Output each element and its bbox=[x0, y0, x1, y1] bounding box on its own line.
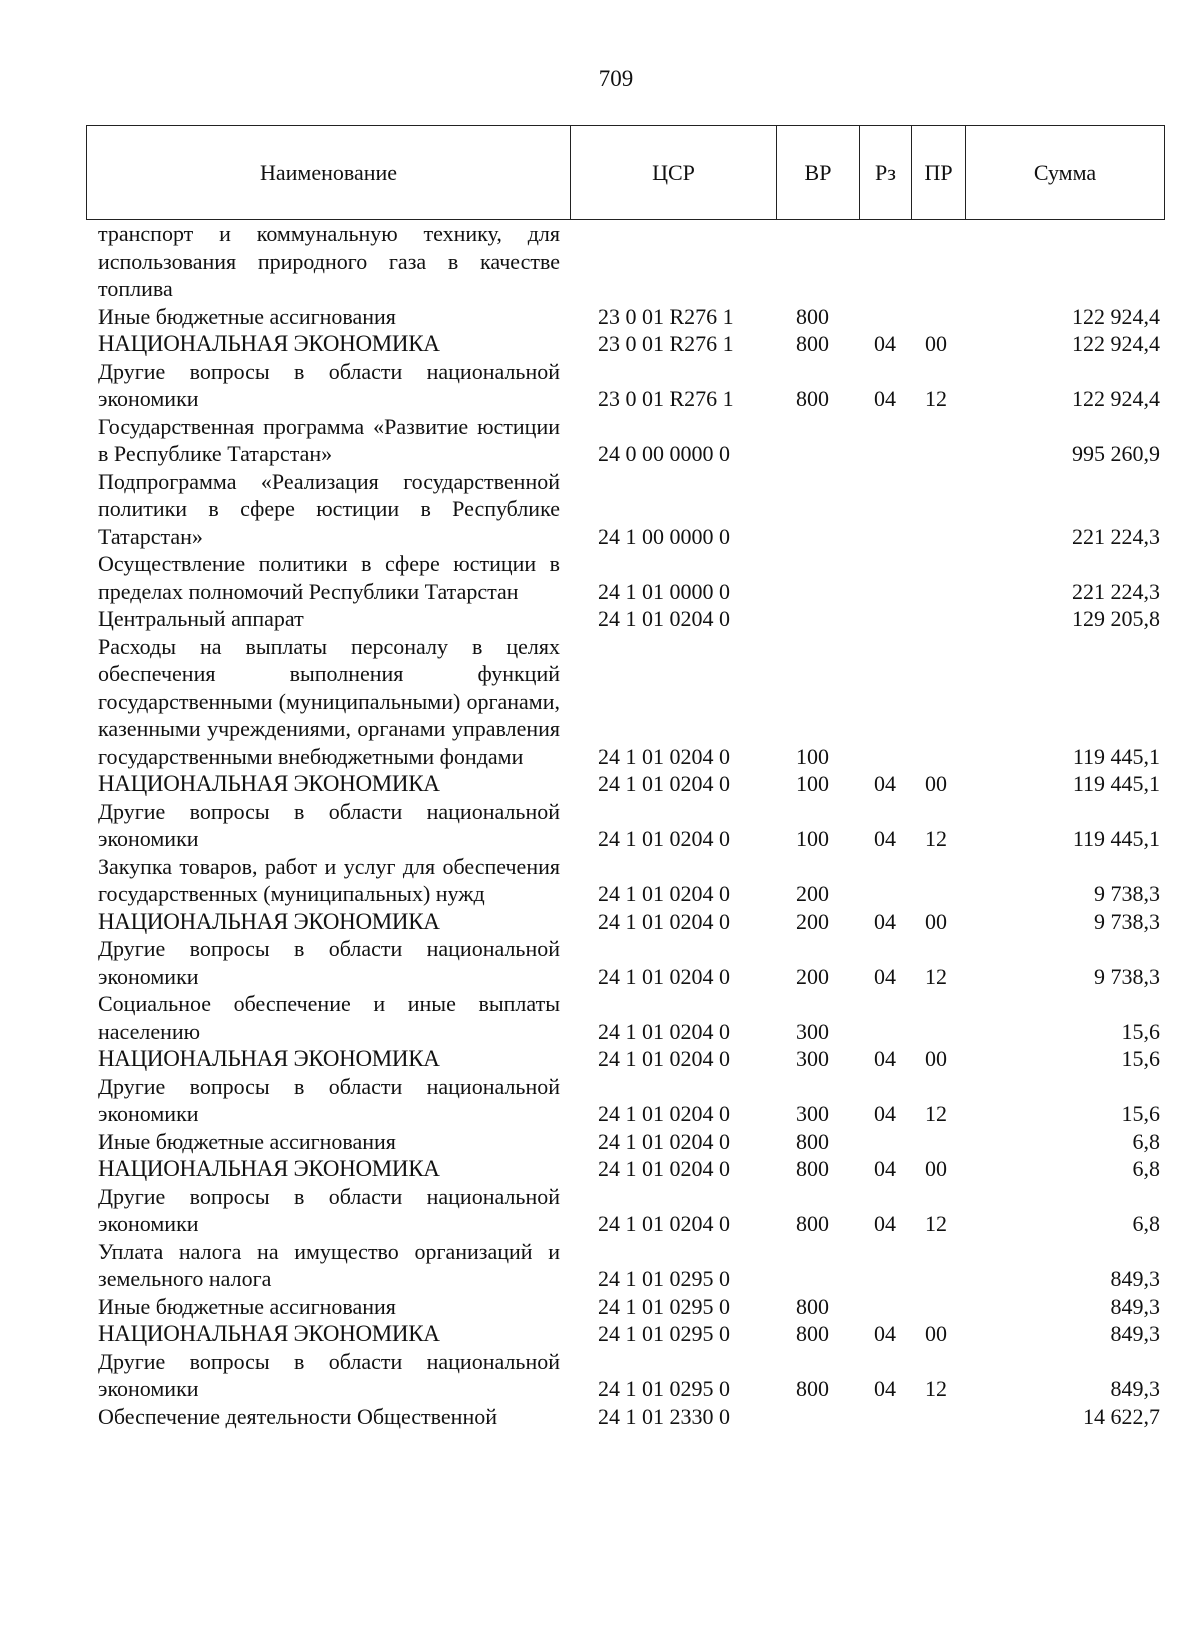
header-csr: ЦСР bbox=[571, 126, 777, 220]
table-row bbox=[86, 853, 1164, 908]
cell-sum: 9 738,3 bbox=[1094, 908, 1160, 934]
cell-pr bbox=[911, 990, 965, 1045]
cell-vr bbox=[776, 1238, 859, 1293]
cell-csr: 24 1 01 0204 0 bbox=[598, 1046, 730, 1071]
cell-sum: 122 924,4 bbox=[1072, 303, 1160, 329]
cell-vr: 800 bbox=[796, 1128, 829, 1154]
cell-name: транспорт и коммунальную технику, для использования природного газа в качестве топлива bbox=[98, 221, 560, 301]
cell-vr bbox=[776, 550, 859, 605]
cell-name: НАЦИОНАЛЬНАЯ ЭКОНОМИКА bbox=[98, 1156, 440, 1181]
table-row bbox=[86, 605, 1164, 633]
cell-vr: 800 bbox=[796, 331, 829, 356]
cell-name: Осуществление политики в сфере юстиции в пределах полномочий Республики Татарстан bbox=[98, 551, 560, 604]
table-row bbox=[86, 770, 1164, 798]
cell-csr: 24 1 01 0295 0 bbox=[598, 1293, 730, 1319]
cell-name: Другие вопросы в области национальной экономики bbox=[98, 358, 560, 411]
cell-vr: 200 bbox=[796, 881, 829, 906]
cell-csr: 24 1 01 0204 0 bbox=[598, 908, 730, 934]
cell-rz: 04 bbox=[874, 826, 896, 851]
cell-name: Центральный аппарат bbox=[98, 606, 304, 631]
table-row bbox=[86, 303, 1164, 331]
cell-vr: 800 bbox=[796, 386, 829, 411]
cell-pr bbox=[911, 605, 965, 633]
cell-pr bbox=[911, 413, 965, 468]
cell-name: НАЦИОНАЛЬНАЯ ЭКОНОМИКА bbox=[98, 908, 440, 934]
cell-name: НАЦИОНАЛЬНАЯ ЭКОНОМИКА bbox=[98, 771, 440, 796]
cell-vr: 800 bbox=[796, 1211, 829, 1236]
cell-vr: 100 bbox=[796, 771, 829, 796]
cell-pr bbox=[911, 303, 965, 331]
cell-name: Расходы на выплаты персоналу в целях обеспечения выполнения функций государственными (муниципальными) органами, казенными учреждениями, органами управления государственными внебюджетными фондами bbox=[98, 633, 560, 769]
cell-vr: 300 bbox=[796, 1046, 829, 1071]
cell-csr: 24 1 01 0204 0 bbox=[598, 1156, 730, 1181]
cell-rz bbox=[859, 1238, 911, 1293]
cell-pr: 12 bbox=[925, 826, 947, 851]
table-row bbox=[86, 330, 1164, 358]
cell-pr: 12 bbox=[925, 1376, 947, 1401]
cell-vr: 800 bbox=[796, 303, 829, 329]
cell-rz bbox=[859, 1128, 911, 1156]
cell-rz: 04 bbox=[874, 1156, 896, 1181]
cell-rz bbox=[859, 468, 911, 551]
cell-rz bbox=[859, 303, 911, 331]
cell-pr bbox=[911, 853, 965, 908]
cell-csr: 24 1 01 0204 0 bbox=[598, 881, 730, 906]
cell-vr: 800 bbox=[796, 1293, 829, 1319]
table-row bbox=[86, 1348, 1164, 1403]
cell-name: Закупка товаров, работ и услуг для обеспечения государственных (муниципальных) нужд bbox=[98, 853, 560, 906]
cell-name: НАЦИОНАЛЬНАЯ ЭКОНОМИКА bbox=[98, 1321, 440, 1346]
cell-csr: 24 1 01 0204 0 bbox=[598, 1211, 730, 1236]
cell-sum: 221 224,3 bbox=[1072, 523, 1160, 549]
cell-csr: 24 1 01 0204 0 bbox=[598, 606, 730, 631]
cell-csr: 24 0 00 0000 0 bbox=[598, 441, 730, 466]
budget-table bbox=[86, 220, 1164, 1430]
cell-rz: 04 bbox=[874, 386, 896, 411]
cell-pr bbox=[911, 468, 965, 551]
cell-pr: 00 bbox=[925, 1156, 947, 1181]
cell-sum: 14 622,7 bbox=[1083, 1403, 1160, 1429]
cell-rz: 04 bbox=[874, 1046, 896, 1071]
cell-pr: 00 bbox=[925, 1321, 947, 1346]
table-row bbox=[86, 908, 1164, 936]
table-row bbox=[86, 550, 1164, 605]
cell-name: Другие вопросы в области национальной экономики bbox=[98, 1183, 560, 1236]
table-row bbox=[86, 798, 1164, 853]
cell-name: Обеспечение деятельности Общественной bbox=[98, 1403, 497, 1429]
cell-name: Подпрограмма «Реализация государственной политики в сфере юстиции в Республике Татарстан» bbox=[98, 468, 560, 549]
cell-vr: 800 bbox=[796, 1156, 829, 1181]
cell-rz: 04 bbox=[874, 1211, 896, 1236]
cell-rz: 04 bbox=[874, 331, 896, 356]
cell-sum: 995 260,9 bbox=[1072, 441, 1160, 466]
cell-vr: 300 bbox=[796, 1101, 829, 1126]
cell-csr: 23 0 01 R276 1 bbox=[598, 386, 734, 411]
cell-vr bbox=[776, 220, 859, 303]
cell-vr bbox=[776, 413, 859, 468]
cell-vr: 200 bbox=[796, 963, 829, 989]
cell-sum: 849,3 bbox=[1110, 1293, 1160, 1319]
cell-pr bbox=[911, 550, 965, 605]
table-row bbox=[86, 1238, 1164, 1293]
table-row bbox=[86, 1073, 1164, 1128]
cell-vr: 200 bbox=[796, 908, 829, 934]
cell-sum: 849,3 bbox=[1110, 1266, 1160, 1291]
table-row bbox=[86, 633, 1164, 771]
cell-sum: 15,6 bbox=[1121, 1046, 1160, 1071]
cell-sum: 15,6 bbox=[1121, 1018, 1160, 1044]
cell-csr: 24 1 01 0204 0 bbox=[598, 826, 730, 851]
cell-csr: 24 1 01 0295 0 bbox=[598, 1266, 730, 1291]
cell-pr bbox=[911, 1293, 965, 1321]
table-row bbox=[86, 1403, 1164, 1431]
cell-vr: 800 bbox=[796, 1376, 829, 1401]
cell-sum bbox=[965, 220, 1164, 303]
header-rz: Рз bbox=[860, 126, 912, 220]
table-row bbox=[86, 935, 1164, 990]
cell-rz: 04 bbox=[874, 771, 896, 796]
cell-pr: 00 bbox=[925, 771, 947, 796]
cell-vr: 100 bbox=[796, 826, 829, 851]
cell-csr: 23 0 01 R276 1 bbox=[598, 303, 734, 329]
header-pr: ПР bbox=[912, 126, 966, 220]
table-row bbox=[86, 1045, 1164, 1073]
table-row bbox=[86, 413, 1164, 468]
cell-name: НАЦИОНАЛЬНАЯ ЭКОНОМИКА bbox=[98, 1046, 440, 1071]
cell-csr: 24 1 01 0000 0 bbox=[598, 578, 730, 604]
table-row bbox=[86, 1320, 1164, 1348]
cell-sum: 849,3 bbox=[1110, 1376, 1160, 1401]
cell-sum: 221 224,3 bbox=[1072, 578, 1160, 604]
cell-pr: 12 bbox=[925, 963, 947, 989]
cell-vr: 300 bbox=[796, 1018, 829, 1044]
cell-pr: 12 bbox=[925, 1101, 947, 1126]
cell-csr: 24 1 01 0295 0 bbox=[598, 1376, 730, 1401]
cell-rz bbox=[859, 633, 911, 771]
table-row bbox=[86, 990, 1164, 1045]
cell-name: Иные бюджетные ассигнования bbox=[98, 1293, 396, 1319]
cell-rz: 04 bbox=[874, 908, 896, 934]
cell-vr bbox=[776, 605, 859, 633]
cell-name: НАЦИОНАЛЬНАЯ ЭКОНОМИКА bbox=[98, 331, 440, 356]
cell-sum: 9 738,3 bbox=[1094, 881, 1160, 906]
cell-pr bbox=[911, 1238, 965, 1293]
cell-rz bbox=[859, 990, 911, 1045]
cell-csr: 23 0 01 R276 1 bbox=[598, 331, 734, 356]
cell-sum: 129 205,8 bbox=[1072, 606, 1160, 631]
cell-sum: 6,8 bbox=[1132, 1156, 1160, 1181]
cell-sum: 849,3 bbox=[1110, 1321, 1160, 1346]
table-header bbox=[86, 125, 1165, 220]
cell-rz: 04 bbox=[874, 1101, 896, 1126]
cell-rz bbox=[859, 220, 911, 303]
cell-rz: 04 bbox=[874, 1376, 896, 1401]
cell-pr bbox=[911, 220, 965, 303]
cell-csr: 24 1 01 0204 0 bbox=[598, 1018, 730, 1044]
cell-rz: 04 bbox=[874, 963, 896, 989]
cell-pr: 00 bbox=[925, 1046, 947, 1071]
cell-csr: 24 1 00 0000 0 bbox=[598, 523, 730, 549]
cell-csr: 24 1 01 0204 0 bbox=[598, 771, 730, 796]
cell-sum: 119 445,1 bbox=[1072, 826, 1160, 851]
cell-rz bbox=[859, 1293, 911, 1321]
table-row bbox=[86, 1155, 1164, 1183]
cell-sum: 15,6 bbox=[1121, 1101, 1160, 1126]
cell-sum: 119 445,1 bbox=[1072, 771, 1160, 796]
cell-csr: 24 1 01 2330 0 bbox=[598, 1403, 730, 1429]
cell-rz bbox=[859, 1403, 911, 1431]
cell-sum: 122 924,4 bbox=[1072, 331, 1160, 356]
cell-sum: 119 445,1 bbox=[1072, 743, 1160, 769]
cell-name: Социальное обеспечение и иные выплаты населению bbox=[98, 991, 560, 1044]
cell-rz bbox=[859, 853, 911, 908]
header-name: Наименование bbox=[87, 126, 571, 220]
cell-name: Другие вопросы в области национальной экономики bbox=[98, 798, 560, 851]
cell-rz bbox=[859, 605, 911, 633]
cell-name: Уплата налога на имущество организаций и земельного налога bbox=[98, 1238, 560, 1291]
table-row bbox=[86, 468, 1164, 551]
cell-pr bbox=[911, 1403, 965, 1431]
table-row bbox=[86, 1293, 1164, 1321]
cell-rz: 04 bbox=[874, 1321, 896, 1346]
cell-pr: 00 bbox=[925, 331, 947, 356]
cell-sum: 6,8 bbox=[1132, 1211, 1160, 1236]
cell-csr bbox=[570, 220, 776, 303]
cell-sum: 9 738,3 bbox=[1094, 963, 1160, 989]
cell-csr: 24 1 01 0295 0 bbox=[598, 1321, 730, 1346]
cell-csr: 24 1 01 0204 0 bbox=[598, 1128, 730, 1154]
table-row bbox=[86, 1183, 1164, 1238]
cell-name: Иные бюджетные ассигнования bbox=[98, 303, 396, 329]
page-number: 709 bbox=[598, 66, 634, 91]
table-row bbox=[86, 220, 1164, 303]
header-sum: Сумма bbox=[966, 126, 1165, 220]
cell-name: Государственная программа «Развитие юстиции в Республике Татарстан» bbox=[98, 413, 560, 466]
cell-sum: 6,8 bbox=[1132, 1128, 1160, 1154]
cell-vr: 100 bbox=[796, 743, 829, 769]
cell-vr bbox=[776, 1403, 859, 1431]
header-vr: ВР bbox=[777, 126, 860, 220]
cell-name: Иные бюджетные ассигнования bbox=[98, 1128, 396, 1154]
cell-pr: 00 bbox=[925, 908, 947, 934]
cell-csr: 24 1 01 0204 0 bbox=[598, 1101, 730, 1126]
cell-pr: 12 bbox=[925, 1211, 947, 1236]
cell-name: Другие вопросы в области национальной экономики bbox=[98, 1348, 560, 1401]
cell-pr bbox=[911, 1128, 965, 1156]
cell-name: Другие вопросы в области национальной экономики bbox=[98, 936, 560, 989]
cell-rz bbox=[859, 413, 911, 468]
cell-sum: 122 924,4 bbox=[1072, 386, 1160, 411]
cell-rz bbox=[859, 550, 911, 605]
cell-pr bbox=[911, 633, 965, 771]
cell-csr: 24 1 01 0204 0 bbox=[598, 963, 730, 989]
table-row bbox=[86, 358, 1164, 413]
table-row bbox=[86, 1128, 1164, 1156]
cell-csr: 24 1 01 0204 0 bbox=[598, 743, 730, 769]
cell-vr: 800 bbox=[796, 1321, 829, 1346]
cell-vr bbox=[776, 468, 859, 551]
table-body bbox=[86, 220, 1164, 1430]
cell-name: Другие вопросы в области национальной экономики bbox=[98, 1073, 560, 1126]
cell-pr: 12 bbox=[925, 386, 947, 411]
